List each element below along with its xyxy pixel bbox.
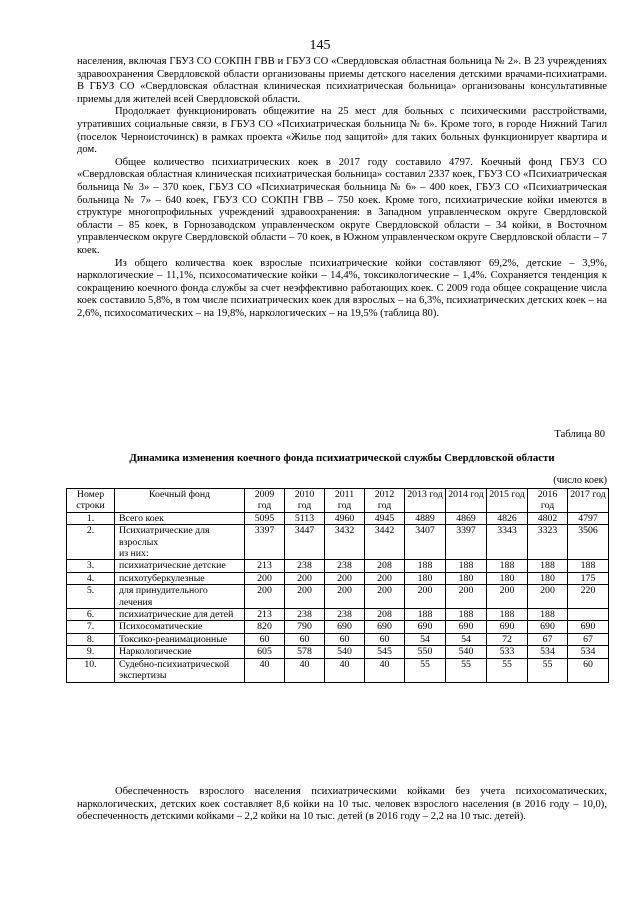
value-cell: 200 [528, 585, 568, 609]
table-row [67, 585, 609, 609]
value-cell: 605 [245, 646, 285, 658]
value-cell: 72 [487, 633, 528, 645]
value-cell: 200 [365, 572, 405, 584]
bed-fund-table [66, 488, 609, 683]
value-cell: 200 [487, 585, 528, 609]
value-cell: 820 [245, 621, 285, 633]
paragraph: Продолжает функционировать общежитие на 25 мест для больных с психическими расстройствами, утративших социальные связи, в ГБУЗ СО «Психиатрическая больница № 6». Кроме того, в городе Нижний Тагил (поселок Черноисточинск) в рамках проекта «Жилье под защитой» для таких больных функционирует квартира и дом. [77, 106, 607, 156]
value-cell: 213 [245, 560, 285, 572]
value-cell: 54 [446, 633, 487, 645]
value-cell: 188 [446, 560, 487, 572]
value-cell: 533 [487, 646, 528, 658]
row-number-cell: 4. [67, 572, 115, 584]
bed-fund-name-cell: Психосоматические [115, 621, 245, 633]
value-cell: 534 [568, 646, 609, 658]
value-cell: 578 [285, 646, 325, 658]
value-cell: 180 [487, 572, 528, 584]
value-cell: 188 [528, 560, 568, 572]
value-cell: 690 [487, 621, 528, 633]
value-cell: 790 [285, 621, 325, 633]
value-cell: 208 [365, 560, 405, 572]
value-cell: 208 [365, 609, 405, 621]
table-row [67, 512, 609, 524]
header-year: 2015 год [487, 489, 528, 513]
value-cell: 690 [528, 621, 568, 633]
value-cell: 67 [528, 633, 568, 645]
table-label: Таблица 80 [554, 429, 605, 440]
value-cell: 188 [528, 609, 568, 621]
value-cell: 4889 [405, 512, 446, 524]
row-number-cell: 2. [67, 525, 115, 560]
value-cell: 4960 [325, 512, 365, 524]
value-cell: 545 [365, 646, 405, 658]
value-cell: 238 [285, 560, 325, 572]
table-row [67, 560, 609, 572]
value-cell: 200 [446, 585, 487, 609]
value-cell: 200 [325, 585, 365, 609]
bed-fund-name-cell: психотуберкулезные [115, 572, 245, 584]
row-number-cell: 5. [67, 585, 115, 609]
paragraph: населения, включая ГБУЗ СО СОКПН ГВВ и ГБУЗ СО «Свердловская областная больница № 2». В 23 учреждениях здравоохранения Свердловской области организованы приемы детского населения детскими врачами-психиатрами. В ГБУЗ СО «Свердловская областная клиническая психиатрическая больница» организованы консультативные приемы для жителей всей Свердловской области. [77, 56, 607, 105]
header-bed-fund: Коечный фонд [115, 489, 245, 513]
table-row [67, 572, 609, 584]
bed-fund-name-cell: для принудительного лечения [115, 585, 245, 609]
value-cell [568, 609, 609, 621]
value-cell: 220 [568, 585, 609, 609]
value-cell: 188 [568, 560, 609, 572]
value-cell: 60 [568, 658, 609, 682]
value-cell: 188 [446, 609, 487, 621]
value-cell: 188 [405, 560, 446, 572]
value-cell: 3407 [405, 525, 446, 560]
value-cell: 4945 [365, 512, 405, 524]
value-cell: 3447 [285, 525, 325, 560]
value-cell: 238 [285, 609, 325, 621]
value-cell: 3506 [568, 525, 609, 560]
header-row-number: Номер строки [67, 489, 115, 513]
value-cell: 188 [405, 609, 446, 621]
row-number-cell: 9. [67, 646, 115, 658]
row-number-cell: 8. [67, 633, 115, 645]
table-row [67, 621, 609, 633]
value-cell: 5113 [285, 512, 325, 524]
value-cell: 200 [285, 572, 325, 584]
value-cell: 60 [285, 633, 325, 645]
row-number-cell: 6. [67, 609, 115, 621]
value-cell: 534 [528, 646, 568, 658]
bed-fund-name-cell: психиатрические детские [115, 560, 245, 572]
bed-fund-name-cell: Всего коек [115, 512, 245, 524]
table-row [67, 633, 609, 645]
value-cell: 200 [325, 572, 365, 584]
body-text [77, 56, 607, 320]
value-cell: 180 [528, 572, 568, 584]
paragraph: Общее количество психиатрических коек в 2017 году составило 4797. Коечный фонд ГБУЗ СО «Свердловская областная клиническая психиатрическая больница» составил 2337 коек, ГБУЗ СО «Психиатрическая больница № 3» – 370 коек, ГБУЗ СО «Психиатрическая больница № 6» – 400 коек, ГБУЗ СО «Психиатрическая больница № 7» – 640 коек, ГБУЗ СО СОКПН ГВВ – 750 коек. Кроме того, психиатрические койки имеются в структуре многопрофильных учреждений здравоохранения: в Западном управленческом округе Свердловской области – 85 коек, в Горнозаводском управленческом округе Свердловской области – 34 койки, в Восточном управленческом округе Свердловской области – 70 коек, в Южном управленческом округе Свердловской области – 7 коек. [77, 156, 607, 256]
row-number-cell: 7. [67, 621, 115, 633]
table-title: Динамика изменения коечного фонда психиатрической службы Свердловской области [129, 452, 555, 464]
value-cell: 40 [325, 658, 365, 682]
value-cell: 4826 [487, 512, 528, 524]
paragraph: Обеспеченность взрослого населения психиатрическими койками без учета психосоматических, наркологических, детских коек составляет 8,6 койки на 10 тыс. человек взрослого населения (в 2016 году – 10,0), обеспеченность детскими койками – 2,2 койки на 10 тыс. детей (в 2016 году – 2,2 на 10 тыс. детей). [77, 786, 607, 823]
value-cell: 40 [365, 658, 405, 682]
value-cell: 200 [245, 585, 285, 609]
row-number-cell: 3. [67, 560, 115, 572]
row-number-cell: 10. [67, 658, 115, 682]
value-cell: 60 [245, 633, 285, 645]
value-cell: 690 [325, 621, 365, 633]
value-cell: 55 [528, 658, 568, 682]
value-cell: 55 [405, 658, 446, 682]
header-year: 2011 год [325, 489, 365, 513]
value-cell: 188 [487, 609, 528, 621]
value-cell: 200 [365, 585, 405, 609]
table-row [67, 646, 609, 658]
bed-fund-name-cell: Судебно-психиатрической экспертизы [115, 658, 245, 682]
value-cell: 540 [325, 646, 365, 658]
value-cell: 3343 [487, 525, 528, 560]
value-cell: 3397 [446, 525, 487, 560]
value-cell: 238 [325, 560, 365, 572]
value-cell: 60 [365, 633, 405, 645]
value-cell: 3397 [245, 525, 285, 560]
value-cell: 690 [446, 621, 487, 633]
value-cell: 60 [325, 633, 365, 645]
bed-fund-name-cell: Психиатрические для взрослых из них: [115, 525, 245, 560]
value-cell: 540 [446, 646, 487, 658]
header-year: 2016 год [528, 489, 568, 513]
value-cell: 5095 [245, 512, 285, 524]
table-row [67, 525, 609, 560]
value-cell: 550 [405, 646, 446, 658]
value-cell: 3442 [365, 525, 405, 560]
unit-note: (число коек) [553, 475, 607, 486]
header-year: 2009 год [245, 489, 285, 513]
page-number: 145 [309, 38, 331, 53]
value-cell: 690 [568, 621, 609, 633]
closing-text [77, 786, 607, 824]
value-cell: 54 [405, 633, 446, 645]
paragraph: Из общего количества коек взрослые психиатрические койки составляют 69,2%, детские – 3,9%, наркологические – 11,1%, психосоматические койки – 14,4%, токсикологические – 1,4%. Сохраняется тенденция к сокращению коечного фонда службы за счет неэффективно работающих коек. С 2009 года общее сокращение числа коек составило 5,8%, в том числе психиатрических коек для взрослых – на 6,3%, психиатрических детских коек – на 2,6%, психосоматических – на 19,8%, наркологических – на 19,5% (таблица 80). [77, 257, 607, 319]
value-cell: 4869 [446, 512, 487, 524]
header-year: 2017 год [568, 489, 609, 513]
value-cell: 690 [405, 621, 446, 633]
value-cell: 200 [245, 572, 285, 584]
value-cell: 180 [405, 572, 446, 584]
table-row [67, 658, 609, 682]
row-number-cell: 1. [67, 512, 115, 524]
header-year: 2010 год [285, 489, 325, 513]
value-cell: 690 [365, 621, 405, 633]
value-cell: 200 [285, 585, 325, 609]
value-cell: 55 [487, 658, 528, 682]
bed-fund-name-cell: Токсико-реанимационные [115, 633, 245, 645]
table-header-row [67, 489, 609, 513]
header-year: 2013 год [405, 489, 446, 513]
value-cell: 175 [568, 572, 609, 584]
bed-fund-name-cell: Наркологические [115, 646, 245, 658]
value-cell: 238 [325, 609, 365, 621]
table-row [67, 609, 609, 621]
table-body [67, 512, 609, 682]
value-cell: 200 [405, 585, 446, 609]
value-cell: 3323 [528, 525, 568, 560]
value-cell: 213 [245, 609, 285, 621]
value-cell: 67 [568, 633, 609, 645]
value-cell: 55 [446, 658, 487, 682]
value-cell: 3432 [325, 525, 365, 560]
header-year: 2014 год [446, 489, 487, 513]
bed-fund-name-cell: психиатрические для детей [115, 609, 245, 621]
value-cell: 4802 [528, 512, 568, 524]
value-cell: 40 [285, 658, 325, 682]
value-cell: 180 [446, 572, 487, 584]
value-cell: 4797 [568, 512, 609, 524]
value-cell: 188 [487, 560, 528, 572]
header-year: 2012 год [365, 489, 405, 513]
value-cell: 40 [245, 658, 285, 682]
